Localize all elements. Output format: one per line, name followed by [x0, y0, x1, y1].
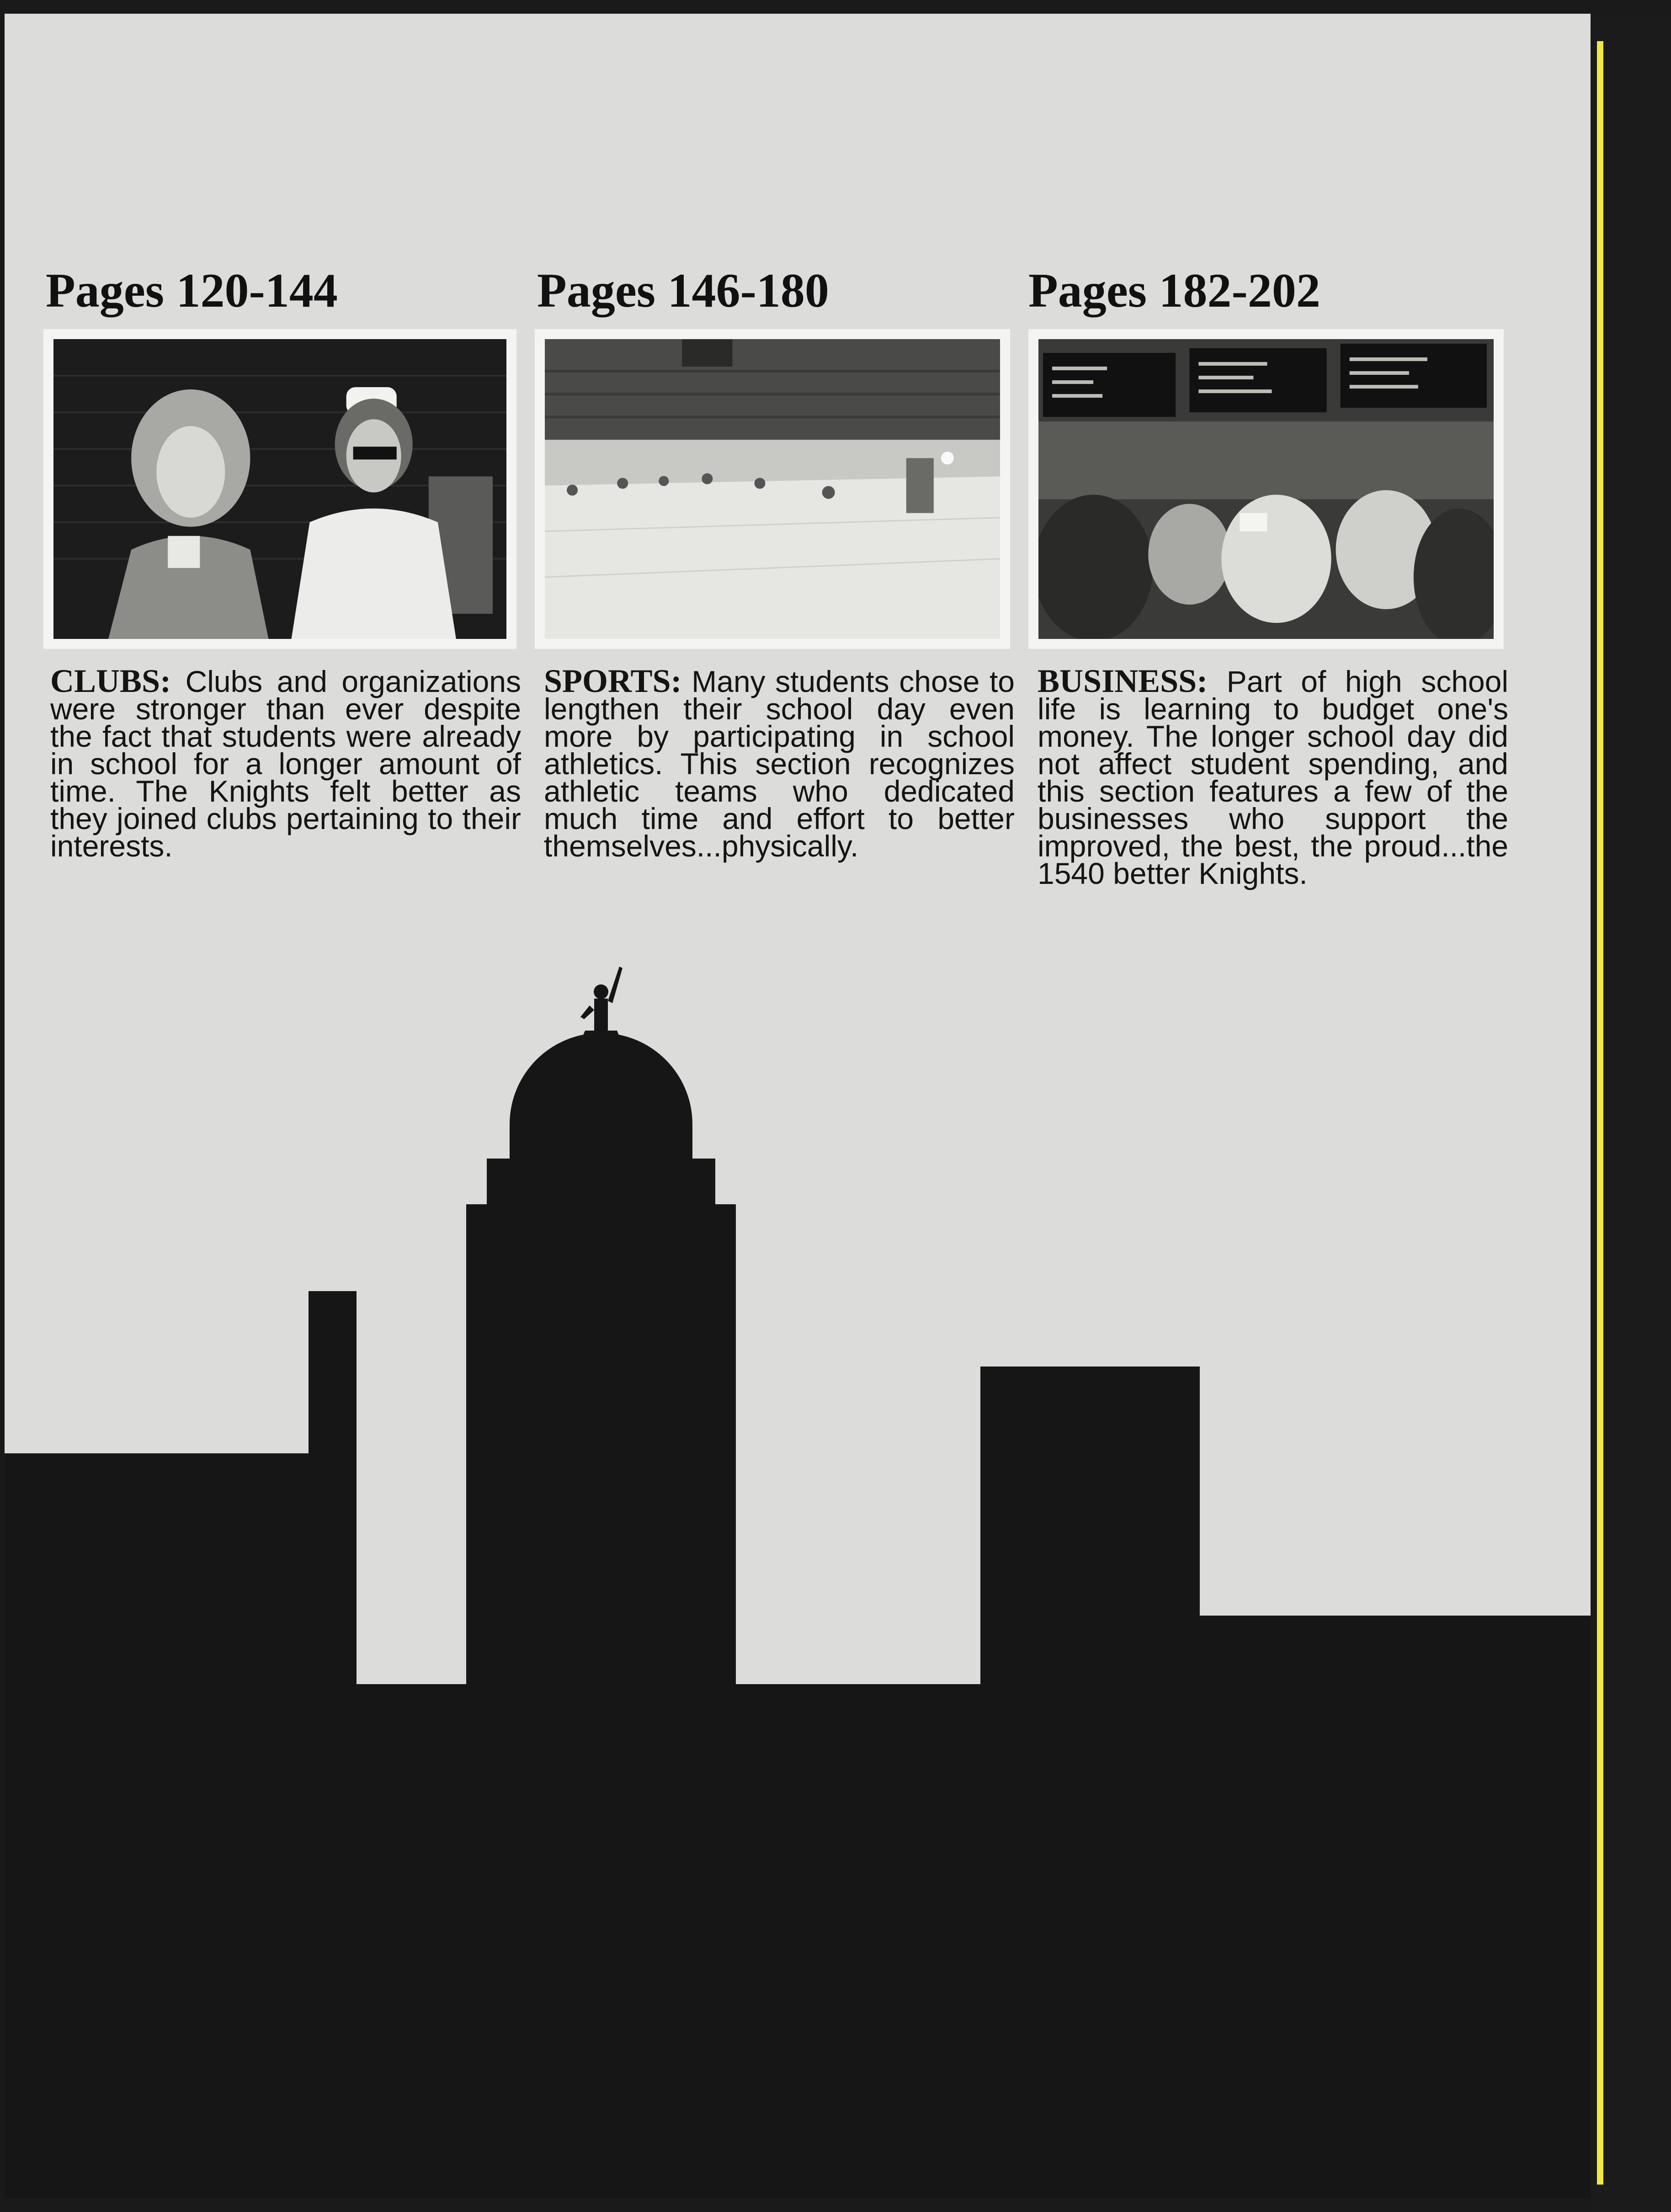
- page-edge-yellow: [1597, 41, 1603, 2185]
- clubs-text: Clubs and organizations were stronger than ever despite the fact that students were already in school for a longer amount of time. The Knights felt better as they joined clubs pertaining to their interests.: [50, 665, 521, 863]
- knight-statue-icon: [580, 967, 623, 1042]
- business-text: Part of high school life is learning to budget one's money. The longer school day did not affect student spending, and this section features a few of the businesses who support the improved, the best, the proud...the 1540 better Knights.: [1038, 665, 1508, 890]
- business-lead: BUSINESS:: [1038, 663, 1208, 699]
- sports-pages-heading: Pages 146-180: [537, 264, 829, 317]
- sports-lead: SPORTS:: [544, 663, 682, 699]
- clubs-pages-heading: Pages 120-144: [46, 264, 338, 317]
- clubs-lead: CLUBS:: [50, 663, 171, 699]
- yearbook-page: [5, 14, 1591, 2198]
- city-skyline-silhouette: [5, 14, 1591, 2198]
- business-pages-heading: Pages 182-202: [1028, 264, 1320, 317]
- sports-text: Many students chose to lengthen their school day even more by participating in school athletics. This section recognizes athletic teams who dedicated much time and effort to better themselves...physically.: [544, 665, 1015, 863]
